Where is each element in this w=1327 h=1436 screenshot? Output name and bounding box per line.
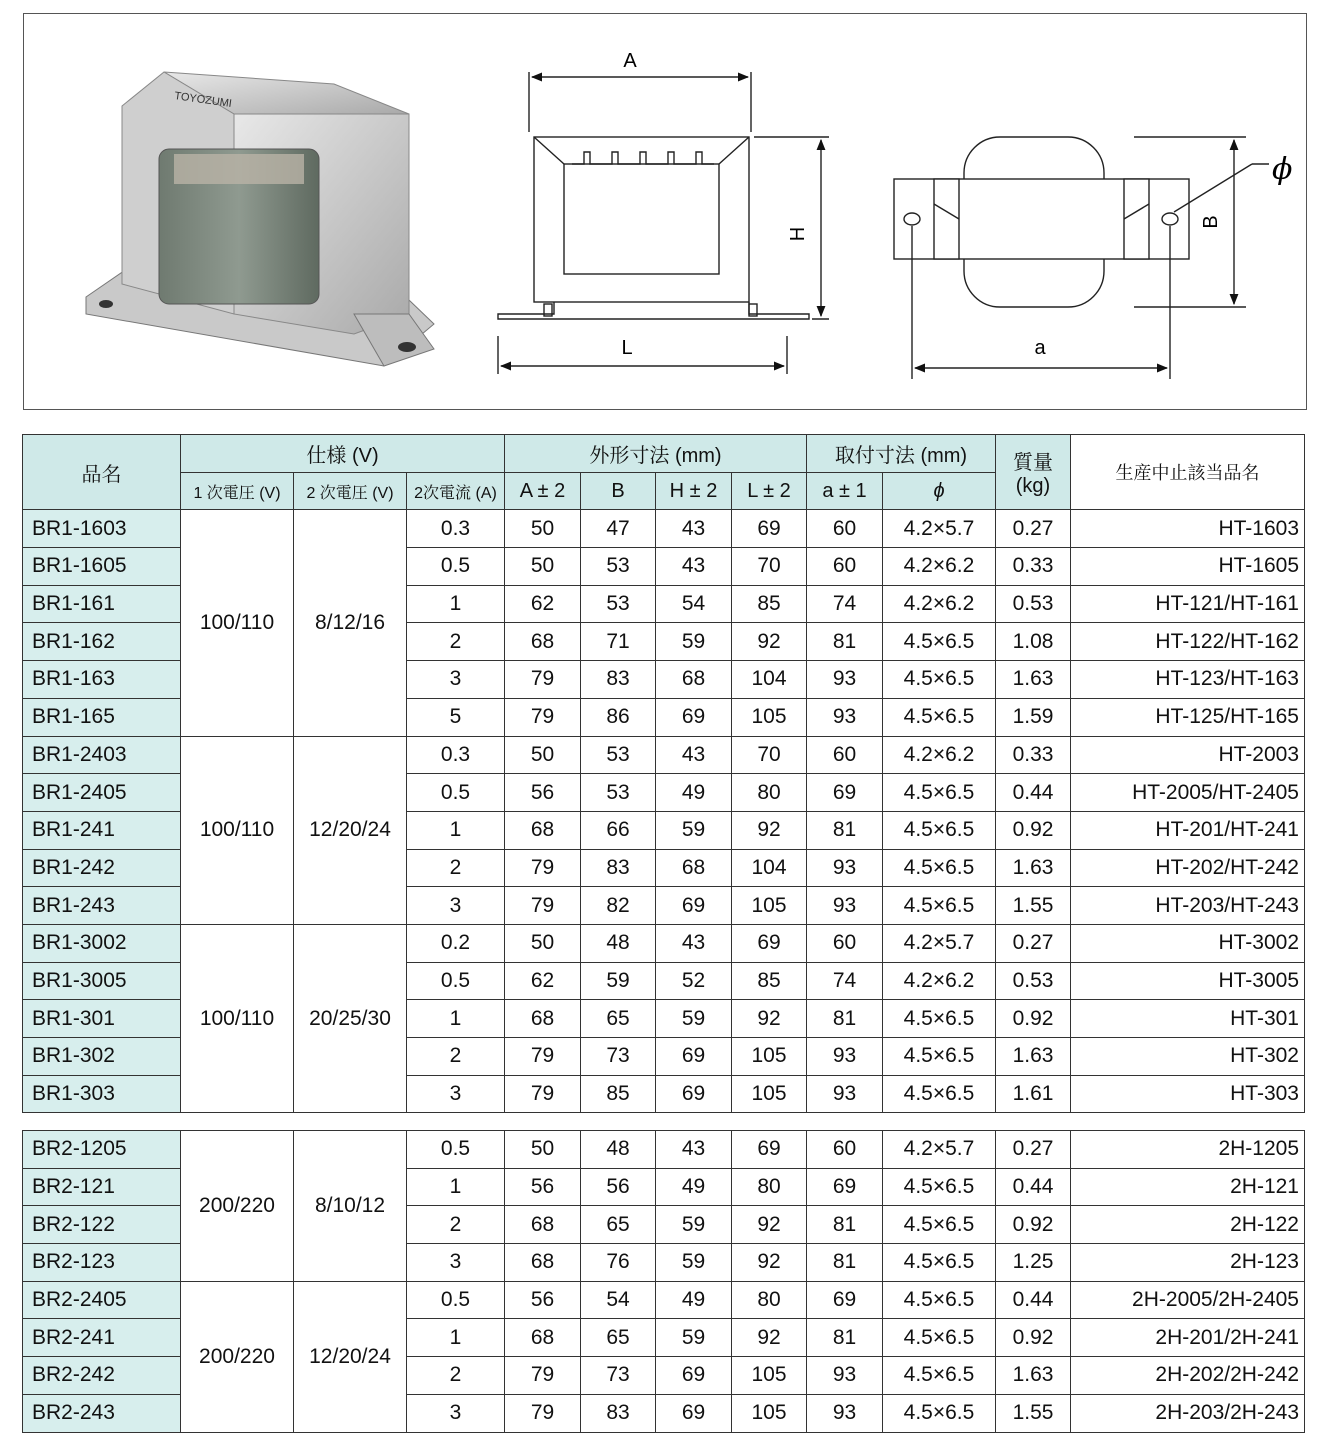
discontinued-cell: HT-301 bbox=[1071, 1000, 1305, 1038]
dim-b-cell: 83 bbox=[581, 1394, 656, 1432]
product-name-cell: BR1-162 bbox=[23, 623, 181, 661]
discontinued-cell: HT-122/HT-162 bbox=[1071, 623, 1305, 661]
dim-h-cell: 69 bbox=[656, 887, 732, 925]
mount-phi-cell: 4.5×6.5 bbox=[883, 1394, 996, 1432]
dim-a-cell: 68 bbox=[505, 1206, 581, 1244]
dim-label-phi: ϕ bbox=[1272, 152, 1293, 187]
discontinued-cell: HT-123/HT-163 bbox=[1071, 661, 1305, 699]
product-name-cell: BR1-1603 bbox=[23, 510, 181, 548]
dim-a-cell: 68 bbox=[505, 811, 581, 849]
mount-phi-cell: 4.2×5.7 bbox=[883, 924, 996, 962]
mount-a-cell: 60 bbox=[807, 736, 883, 774]
mount-a-cell: 81 bbox=[807, 811, 883, 849]
spec-table-1-body bbox=[23, 510, 1305, 1113]
dim-h-cell: 43 bbox=[656, 736, 732, 774]
header-outer: 外形寸法 (mm) bbox=[505, 435, 807, 473]
mass-cell: 0.44 bbox=[996, 774, 1071, 812]
mass-cell: 0.92 bbox=[996, 811, 1071, 849]
current-cell: 0.2 bbox=[407, 924, 505, 962]
mount-a-cell: 74 bbox=[807, 962, 883, 1000]
dim-a-cell: 79 bbox=[505, 1357, 581, 1395]
current-cell: 3 bbox=[407, 1075, 505, 1113]
mass-cell: 0.27 bbox=[996, 1131, 1071, 1169]
header-b: B bbox=[581, 472, 656, 510]
dim-l-cell: 92 bbox=[732, 811, 807, 849]
dim-label-a: a bbox=[1034, 337, 1046, 359]
dim-b-cell: 86 bbox=[581, 698, 656, 736]
product-name-cell: BR2-243 bbox=[23, 1394, 181, 1432]
product-name-cell: BR2-1205 bbox=[23, 1131, 181, 1169]
dim-l-cell: 69 bbox=[732, 924, 807, 962]
dim-h-cell: 59 bbox=[656, 1206, 732, 1244]
mass-cell: 1.63 bbox=[996, 661, 1071, 699]
mount-phi-cell: 4.2×5.7 bbox=[883, 510, 996, 548]
mount-a-cell: 93 bbox=[807, 698, 883, 736]
secondary-voltage-cell: 20/25/30 bbox=[294, 924, 407, 1112]
current-cell: 3 bbox=[407, 1244, 505, 1282]
discontinued-cell: 2H-202/2H-242 bbox=[1071, 1357, 1305, 1395]
header-h: H ± 2 bbox=[656, 472, 732, 510]
dim-l-cell: 105 bbox=[732, 1394, 807, 1432]
current-cell: 0.3 bbox=[407, 510, 505, 548]
mass-cell: 0.92 bbox=[996, 1000, 1071, 1038]
dim-a-cell: 62 bbox=[505, 585, 581, 623]
dim-a-cell: 56 bbox=[505, 774, 581, 812]
mount-phi-cell: 4.5×6.5 bbox=[883, 1038, 996, 1076]
dim-l-cell: 105 bbox=[732, 887, 807, 925]
mount-phi-cell: 4.5×6.5 bbox=[883, 887, 996, 925]
mount-phi-cell: 4.5×6.5 bbox=[883, 1206, 996, 1244]
dim-l-cell: 80 bbox=[732, 774, 807, 812]
mount-a-cell: 93 bbox=[807, 849, 883, 887]
dim-b-cell: 82 bbox=[581, 887, 656, 925]
secondary-voltage-cell: 8/10/12 bbox=[294, 1131, 407, 1282]
mass-cell: 0.92 bbox=[996, 1319, 1071, 1357]
mount-a-cell: 81 bbox=[807, 1206, 883, 1244]
dim-b-cell: 53 bbox=[581, 736, 656, 774]
dim-h-cell: 59 bbox=[656, 1244, 732, 1282]
mass-cell: 1.59 bbox=[996, 698, 1071, 736]
dim-h-cell: 69 bbox=[656, 1075, 732, 1113]
dim-a-cell: 50 bbox=[505, 736, 581, 774]
front-view-drawing bbox=[498, 72, 829, 374]
current-cell: 1 bbox=[407, 1168, 505, 1206]
mass-cell: 0.53 bbox=[996, 962, 1071, 1000]
mount-a-cell: 93 bbox=[807, 1075, 883, 1113]
dim-h-cell: 69 bbox=[656, 698, 732, 736]
secondary-voltage-cell: 8/12/16 bbox=[294, 510, 407, 736]
dim-h-cell: 68 bbox=[656, 849, 732, 887]
secondary-voltage-cell: 12/20/24 bbox=[294, 736, 407, 924]
mount-a-cell: 93 bbox=[807, 661, 883, 699]
mount-phi-cell: 4.5×6.5 bbox=[883, 1075, 996, 1113]
dim-l-cell: 80 bbox=[732, 1168, 807, 1206]
header-name: 品名 bbox=[23, 435, 181, 510]
current-cell: 1 bbox=[407, 811, 505, 849]
product-name-cell: BR1-243 bbox=[23, 887, 181, 925]
dim-a-cell: 79 bbox=[505, 1075, 581, 1113]
discontinued-cell: HT-2005/HT-2405 bbox=[1071, 774, 1305, 812]
table-row bbox=[23, 736, 1305, 774]
current-cell: 1 bbox=[407, 1319, 505, 1357]
discontinued-cell: HT-125/HT-165 bbox=[1071, 698, 1305, 736]
current-cell: 2 bbox=[407, 1038, 505, 1076]
product-name-cell: BR1-242 bbox=[23, 849, 181, 887]
dim-l-cell: 70 bbox=[732, 736, 807, 774]
header-mount: 取付寸法 (mm) bbox=[807, 435, 996, 473]
current-cell: 0.5 bbox=[407, 1281, 505, 1319]
primary-voltage-cell: 200/220 bbox=[181, 1281, 294, 1432]
mount-phi-cell: 4.2×6.2 bbox=[883, 585, 996, 623]
product-name-cell: BR2-121 bbox=[23, 1168, 181, 1206]
mass-cell: 1.08 bbox=[996, 623, 1071, 661]
current-cell: 2 bbox=[407, 849, 505, 887]
current-cell: 2 bbox=[407, 1206, 505, 1244]
current-cell: 1 bbox=[407, 585, 505, 623]
mount-phi-cell: 4.2×6.2 bbox=[883, 736, 996, 774]
dim-a-cell: 79 bbox=[505, 1394, 581, 1432]
table-row bbox=[23, 924, 1305, 962]
mount-phi-cell: 4.5×6.5 bbox=[883, 698, 996, 736]
transformer-photo bbox=[86, 72, 434, 366]
dim-h-cell: 69 bbox=[656, 1394, 732, 1432]
dim-b-cell: 71 bbox=[581, 623, 656, 661]
mount-phi-cell: 4.5×6.5 bbox=[883, 1281, 996, 1319]
product-name-cell: BR1-2405 bbox=[23, 774, 181, 812]
table-row bbox=[23, 510, 1305, 548]
dim-b-cell: 53 bbox=[581, 548, 656, 586]
primary-voltage-cell: 100/110 bbox=[181, 924, 294, 1112]
mass-cell: 0.27 bbox=[996, 924, 1071, 962]
mount-phi-cell: 4.5×6.5 bbox=[883, 811, 996, 849]
mount-phi-cell: 4.5×6.5 bbox=[883, 623, 996, 661]
dim-l-cell: 92 bbox=[732, 623, 807, 661]
photo-label: TOYOZUMI bbox=[173, 90, 233, 111]
header-discontinued: 生産中止該当品名 bbox=[1071, 435, 1305, 510]
product-name-cell: BR1-302 bbox=[23, 1038, 181, 1076]
dim-h-cell: 69 bbox=[656, 1038, 732, 1076]
dim-b-cell: 76 bbox=[581, 1244, 656, 1282]
dim-h-cell: 43 bbox=[656, 1131, 732, 1169]
primary-voltage-cell: 100/110 bbox=[181, 510, 294, 736]
dim-l-cell: 105 bbox=[732, 698, 807, 736]
spec-table-1 bbox=[22, 434, 1305, 1113]
product-name-cell: BR1-3002 bbox=[23, 924, 181, 962]
dim-h-cell: 68 bbox=[656, 661, 732, 699]
dim-a-cell: 68 bbox=[505, 1244, 581, 1282]
dim-h-cell: 59 bbox=[656, 1000, 732, 1038]
current-cell: 3 bbox=[407, 661, 505, 699]
mount-a-cell: 93 bbox=[807, 1394, 883, 1432]
header-secondary: 2 次電圧 (V) bbox=[294, 472, 407, 510]
table-row bbox=[23, 1131, 1305, 1169]
mount-a-cell: 60 bbox=[807, 548, 883, 586]
header-mount-a: a ± 1 bbox=[807, 472, 883, 510]
current-cell: 1 bbox=[407, 1000, 505, 1038]
mass-cell: 0.92 bbox=[996, 1206, 1071, 1244]
mount-phi-cell: 4.5×6.5 bbox=[883, 1244, 996, 1282]
mass-cell: 1.55 bbox=[996, 1394, 1071, 1432]
dimension-drawings bbox=[24, 14, 1308, 411]
product-name-cell: BR1-303 bbox=[23, 1075, 181, 1113]
mount-a-cell: 81 bbox=[807, 623, 883, 661]
discontinued-cell: HT-2003 bbox=[1071, 736, 1305, 774]
table-row bbox=[23, 1281, 1305, 1319]
dim-a-cell: 79 bbox=[505, 661, 581, 699]
mount-a-cell: 60 bbox=[807, 924, 883, 962]
dim-l-cell: 80 bbox=[732, 1281, 807, 1319]
discontinued-cell: HT-1603 bbox=[1071, 510, 1305, 548]
dim-h-cell: 59 bbox=[656, 1319, 732, 1357]
primary-voltage-cell: 200/220 bbox=[181, 1131, 294, 1282]
dim-a-cell: 50 bbox=[505, 924, 581, 962]
header-mass: 質量 (kg) bbox=[996, 435, 1071, 510]
dim-b-cell: 48 bbox=[581, 924, 656, 962]
mount-a-cell: 60 bbox=[807, 1131, 883, 1169]
mass-cell: 1.63 bbox=[996, 1038, 1071, 1076]
mount-a-cell: 93 bbox=[807, 1038, 883, 1076]
dim-a-cell: 79 bbox=[505, 698, 581, 736]
dim-l-cell: 92 bbox=[732, 1000, 807, 1038]
mount-phi-cell: 4.5×6.5 bbox=[883, 661, 996, 699]
mount-a-cell: 69 bbox=[807, 1168, 883, 1206]
dim-a-cell: 79 bbox=[505, 887, 581, 925]
mass-cell: 1.61 bbox=[996, 1075, 1071, 1113]
dim-h-cell: 59 bbox=[656, 623, 732, 661]
header-a: A ± 2 bbox=[505, 472, 581, 510]
dim-label-B: B bbox=[1200, 215, 1222, 229]
dim-l-cell: 104 bbox=[732, 661, 807, 699]
current-cell: 0.5 bbox=[407, 1131, 505, 1169]
current-cell: 3 bbox=[407, 1394, 505, 1432]
discontinued-cell: 2H-1205 bbox=[1071, 1131, 1305, 1169]
mount-a-cell: 81 bbox=[807, 1244, 883, 1282]
product-name-cell: BR1-1605 bbox=[23, 548, 181, 586]
mass-cell: 0.44 bbox=[996, 1281, 1071, 1319]
dim-l-cell: 92 bbox=[732, 1244, 807, 1282]
dim-l-cell: 85 bbox=[732, 962, 807, 1000]
mount-a-cell: 93 bbox=[807, 1357, 883, 1395]
dim-b-cell: 66 bbox=[581, 811, 656, 849]
discontinued-cell: 2H-121 bbox=[1071, 1168, 1305, 1206]
dim-l-cell: 69 bbox=[732, 510, 807, 548]
dim-l-cell: 70 bbox=[732, 548, 807, 586]
mass-cell: 1.63 bbox=[996, 849, 1071, 887]
current-cell: 2 bbox=[407, 1357, 505, 1395]
product-name-cell: BR1-161 bbox=[23, 585, 181, 623]
discontinued-cell: 2H-123 bbox=[1071, 1244, 1305, 1282]
side-view-drawing bbox=[894, 137, 1269, 379]
mount-a-cell: 60 bbox=[807, 510, 883, 548]
mass-cell: 1.25 bbox=[996, 1244, 1071, 1282]
dim-a-cell: 56 bbox=[505, 1281, 581, 1319]
dim-l-cell: 69 bbox=[732, 1131, 807, 1169]
mass-cell: 0.53 bbox=[996, 585, 1071, 623]
dim-h-cell: 69 bbox=[656, 1357, 732, 1395]
dim-l-cell: 92 bbox=[732, 1206, 807, 1244]
mount-phi-cell: 4.5×6.5 bbox=[883, 1168, 996, 1206]
dim-a-cell: 79 bbox=[505, 1038, 581, 1076]
dim-a-cell: 56 bbox=[505, 1168, 581, 1206]
dim-b-cell: 56 bbox=[581, 1168, 656, 1206]
mount-phi-cell: 4.5×6.5 bbox=[883, 1000, 996, 1038]
header-primary: 1 次電圧 (V) bbox=[181, 472, 294, 510]
dim-h-cell: 43 bbox=[656, 924, 732, 962]
product-name-cell: BR2-123 bbox=[23, 1244, 181, 1282]
current-cell: 3 bbox=[407, 887, 505, 925]
primary-voltage-cell: 100/110 bbox=[181, 736, 294, 924]
discontinued-cell: HT-201/HT-241 bbox=[1071, 811, 1305, 849]
mass-cell: 1.55 bbox=[996, 887, 1071, 925]
discontinued-cell: 2H-201/2H-241 bbox=[1071, 1319, 1305, 1357]
dim-h-cell: 59 bbox=[656, 811, 732, 849]
current-cell: 0.3 bbox=[407, 736, 505, 774]
dim-a-cell: 50 bbox=[505, 510, 581, 548]
dim-h-cell: 52 bbox=[656, 962, 732, 1000]
discontinued-cell: 2H-203/2H-243 bbox=[1071, 1394, 1305, 1432]
dim-l-cell: 105 bbox=[732, 1075, 807, 1113]
header-l: L ± 2 bbox=[732, 472, 807, 510]
secondary-voltage-cell: 12/20/24 bbox=[294, 1281, 407, 1432]
product-name-cell: BR2-241 bbox=[23, 1319, 181, 1357]
discontinued-cell: HT-3005 bbox=[1071, 962, 1305, 1000]
product-name-cell: BR1-301 bbox=[23, 1000, 181, 1038]
product-name-cell: BR2-2405 bbox=[23, 1281, 181, 1319]
mount-phi-cell: 4.5×6.5 bbox=[883, 1319, 996, 1357]
dim-label-L: L bbox=[621, 337, 633, 359]
current-cell: 2 bbox=[407, 623, 505, 661]
discontinued-cell: HT-303 bbox=[1071, 1075, 1305, 1113]
dim-b-cell: 83 bbox=[581, 849, 656, 887]
mount-a-cell: 81 bbox=[807, 1000, 883, 1038]
header-phi: ϕ bbox=[883, 472, 996, 510]
discontinued-cell: 2H-122 bbox=[1071, 1206, 1305, 1244]
product-name-cell: BR1-163 bbox=[23, 661, 181, 699]
mass-cell: 0.27 bbox=[996, 510, 1071, 548]
mount-a-cell: 81 bbox=[807, 1319, 883, 1357]
dim-h-cell: 49 bbox=[656, 1281, 732, 1319]
mass-cell: 0.33 bbox=[996, 548, 1071, 586]
product-name-cell: BR1-241 bbox=[23, 811, 181, 849]
mount-phi-cell: 4.2×5.7 bbox=[883, 1131, 996, 1169]
mount-a-cell: 69 bbox=[807, 1281, 883, 1319]
dim-b-cell: 47 bbox=[581, 510, 656, 548]
dim-b-cell: 65 bbox=[581, 1319, 656, 1357]
header-current: 2次電流 (A) bbox=[407, 472, 505, 510]
mass-cell: 1.63 bbox=[996, 1357, 1071, 1395]
mass-cell: 0.33 bbox=[996, 736, 1071, 774]
dim-a-cell: 68 bbox=[505, 623, 581, 661]
discontinued-cell: HT-202/HT-242 bbox=[1071, 849, 1305, 887]
dim-b-cell: 53 bbox=[581, 585, 656, 623]
discontinued-cell: HT-3002 bbox=[1071, 924, 1305, 962]
mount-a-cell: 93 bbox=[807, 887, 883, 925]
header-spec: 仕様 (V) bbox=[181, 435, 505, 473]
dim-b-cell: 59 bbox=[581, 962, 656, 1000]
dim-h-cell: 54 bbox=[656, 585, 732, 623]
dim-h-cell: 43 bbox=[656, 510, 732, 548]
mount-phi-cell: 4.5×6.5 bbox=[883, 849, 996, 887]
dim-label-H: H bbox=[787, 226, 809, 242]
dim-b-cell: 73 bbox=[581, 1038, 656, 1076]
dim-b-cell: 65 bbox=[581, 1206, 656, 1244]
dim-label-A: A bbox=[623, 50, 637, 72]
product-name-cell: BR1-3005 bbox=[23, 962, 181, 1000]
dim-a-cell: 79 bbox=[505, 849, 581, 887]
dim-h-cell: 43 bbox=[656, 548, 732, 586]
mass-cell: 0.44 bbox=[996, 1168, 1071, 1206]
dim-a-cell: 50 bbox=[505, 1131, 581, 1169]
dim-b-cell: 54 bbox=[581, 1281, 656, 1319]
mount-a-cell: 69 bbox=[807, 774, 883, 812]
product-name-cell: BR1-2403 bbox=[23, 736, 181, 774]
figure-panel bbox=[23, 13, 1307, 410]
dim-b-cell: 53 bbox=[581, 774, 656, 812]
dim-a-cell: 50 bbox=[505, 548, 581, 586]
product-name-cell: BR2-122 bbox=[23, 1206, 181, 1244]
dim-b-cell: 85 bbox=[581, 1075, 656, 1113]
discontinued-cell: 2H-2005/2H-2405 bbox=[1071, 1281, 1305, 1319]
current-cell: 0.5 bbox=[407, 548, 505, 586]
discontinued-cell: HT-1605 bbox=[1071, 548, 1305, 586]
dim-h-cell: 49 bbox=[656, 774, 732, 812]
dim-b-cell: 65 bbox=[581, 1000, 656, 1038]
product-name-cell: BR2-242 bbox=[23, 1357, 181, 1395]
dim-l-cell: 104 bbox=[732, 849, 807, 887]
spec-table-2-body bbox=[23, 1131, 1305, 1433]
discontinued-cell: HT-121/HT-161 bbox=[1071, 585, 1305, 623]
dim-b-cell: 73 bbox=[581, 1357, 656, 1395]
dim-b-cell: 83 bbox=[581, 661, 656, 699]
dim-h-cell: 49 bbox=[656, 1168, 732, 1206]
dim-l-cell: 105 bbox=[732, 1038, 807, 1076]
mount-phi-cell: 4.2×6.2 bbox=[883, 548, 996, 586]
mount-a-cell: 74 bbox=[807, 585, 883, 623]
mount-phi-cell: 4.5×6.5 bbox=[883, 774, 996, 812]
spec-table-2 bbox=[22, 1130, 1305, 1433]
discontinued-cell: HT-302 bbox=[1071, 1038, 1305, 1076]
current-cell: 0.5 bbox=[407, 962, 505, 1000]
dim-a-cell: 68 bbox=[505, 1000, 581, 1038]
dim-l-cell: 105 bbox=[732, 1357, 807, 1395]
dim-l-cell: 92 bbox=[732, 1319, 807, 1357]
dim-b-cell: 48 bbox=[581, 1131, 656, 1169]
dim-a-cell: 62 bbox=[505, 962, 581, 1000]
discontinued-cell: HT-203/HT-243 bbox=[1071, 887, 1305, 925]
mount-phi-cell: 4.2×6.2 bbox=[883, 962, 996, 1000]
product-name-cell: BR1-165 bbox=[23, 698, 181, 736]
current-cell: 5 bbox=[407, 698, 505, 736]
dim-a-cell: 68 bbox=[505, 1319, 581, 1357]
dim-l-cell: 85 bbox=[732, 585, 807, 623]
mount-phi-cell: 4.5×6.5 bbox=[883, 1357, 996, 1395]
current-cell: 0.5 bbox=[407, 774, 505, 812]
